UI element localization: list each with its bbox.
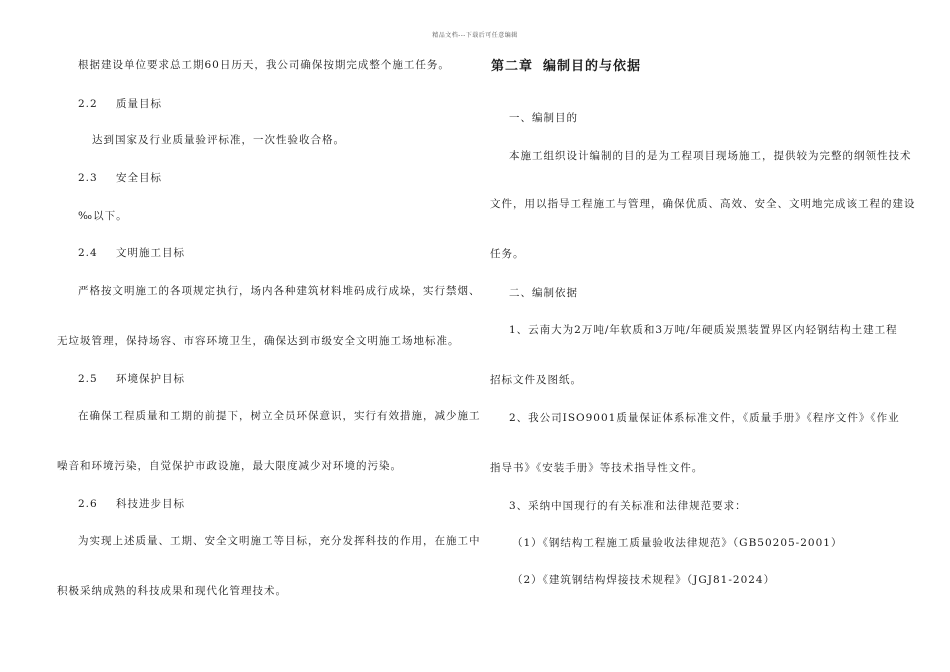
purpose-line-3: 任务。 — [490, 248, 525, 260]
section-title: 质量目标 — [116, 98, 162, 110]
chapter-label: 第二章 — [491, 59, 534, 74]
section-heading-2-6 — [78, 496, 185, 511]
paragraph-quality: 达到国家及行业质量验评标准，一次性验收合格。 — [92, 134, 345, 146]
paragraph-civil-line-1: 严格按文明施工的各项规定执行，场内各种建筑材料堆码成行成垛，实行禁烟、 — [78, 285, 481, 297]
paragraph-tech-line-1: 为实现上述质量、工期、安全文明施工等目标，充分发挥科技的作用，在施工中 — [78, 535, 481, 547]
section-title: 文明施工目标 — [116, 247, 185, 259]
section-heading-2-3 — [78, 170, 162, 185]
section-heading-2-4 — [78, 245, 185, 260]
basis-3: 3、采纳中国现行的有关标准和法律规范要求： — [509, 500, 747, 512]
section-heading-purpose: 一、编制目的 — [509, 112, 578, 124]
paragraph-env-line-2: 噪音和环境污染，自觉保护市政设施，最大限度减少对环境的污染。 — [57, 460, 402, 472]
paragraph-env-line-1: 在确保工程质量和工期的前提下，树立全员环保意识，实行有效措施，减少施工 — [78, 410, 481, 422]
section-title: 安全目标 — [116, 172, 162, 184]
basis-2-line-1: 2、我公司ISO9001质量保证体系标准文件，《质量手册》《程序文件》《作业 — [509, 412, 900, 424]
chapter-title: 编制目的与依据 — [543, 59, 642, 74]
section-heading-2-5 — [78, 371, 185, 386]
section-heading-2-2 — [78, 96, 162, 111]
section-heading-basis: 二、编制依据 — [509, 287, 578, 299]
paragraph-safety: ‰以下。 — [78, 210, 128, 222]
chapter-heading — [491, 55, 641, 74]
paragraph-civil-line-2: 无垃圾管理，保持场容、市容环境卫生，确保达到市级安全文明施工场地标准。 — [57, 335, 460, 347]
section-number: 2.5 — [78, 373, 98, 385]
page-header-note: 精品文档---下载后可任意编辑 — [432, 32, 518, 39]
purpose-line-1: 本施工组织设计编制的目的是为工程项目现场施工，提供较为完整的纲领性技术 — [509, 150, 912, 162]
section-number: 2.4 — [78, 247, 98, 259]
section-title: 环境保护目标 — [116, 373, 185, 385]
section-number: 2.2 — [78, 98, 98, 110]
section-number: 2.6 — [78, 498, 98, 510]
paragraph-tech-line-2: 积极采纳成熟的科技成果和现代化管理技术。 — [57, 585, 287, 597]
basis-2-line-2: 指导书》《安装手册》等技术指导性文件。 — [490, 462, 704, 474]
basis-1-line-2: 招标文件及图纸。 — [490, 374, 582, 386]
section-number: 2.3 — [78, 172, 98, 184]
purpose-line-2: 文件，用以指导工程施工与管理，确保优质、高效、安全、文明地完成该工程的建设 — [490, 198, 916, 210]
paragraph-schedule: 根据建设单位要求总工期60日历天，我公司确保按期完成整个施工任务。 — [78, 59, 450, 71]
standard-item-2: （2）《建筑钢结构焊接技术规程》（JGJ81-2024） — [512, 574, 776, 586]
basis-1-line-1: 1、云南大为2万吨/年软质和3万吨/年硬质炭黑装置界区内轻钢结构土建工程 — [509, 324, 898, 336]
section-title: 科技进步目标 — [116, 498, 185, 510]
standard-item-1: （1）《钢结构工程施工质量验收法律规范》（GB50205-2001） — [512, 537, 843, 549]
